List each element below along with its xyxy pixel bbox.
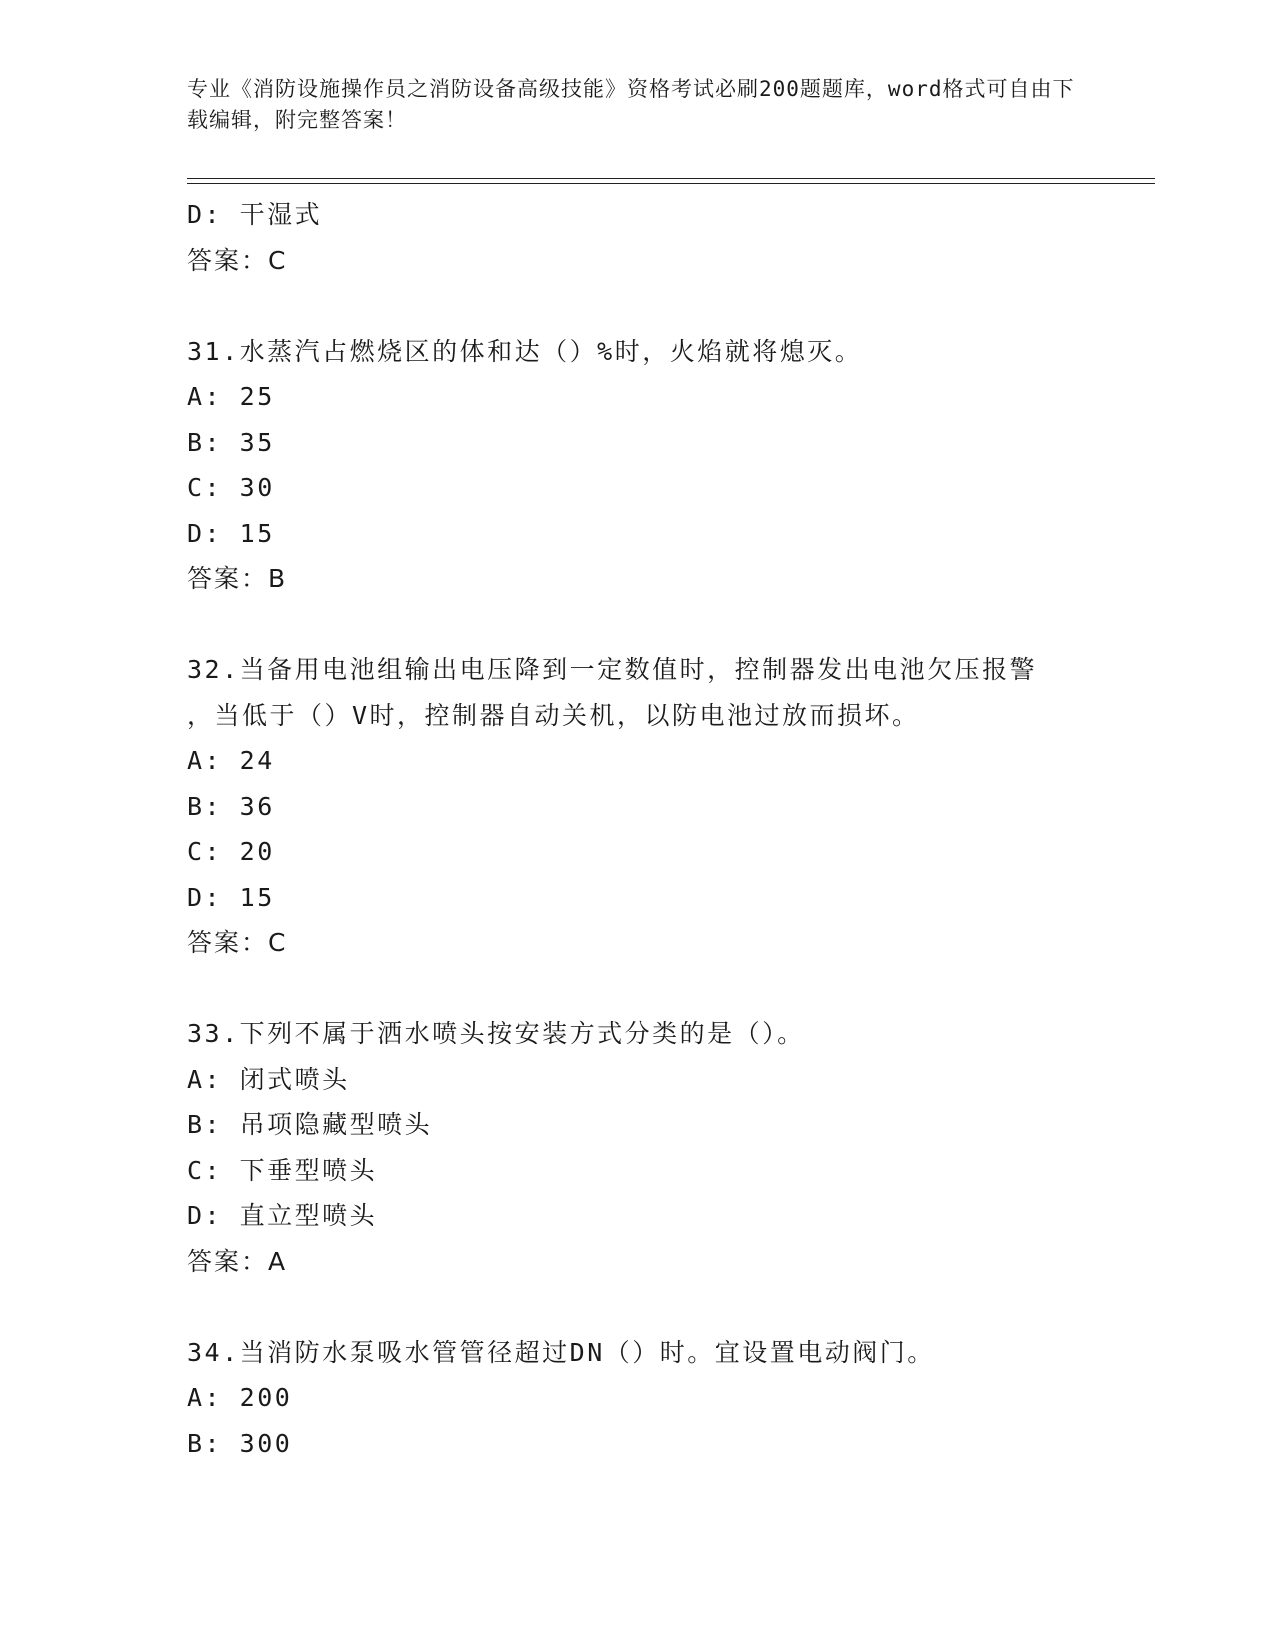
question-list [187, 192, 1107, 1466]
option-c: C: 下垂型喷头 [187, 1155, 378, 1185]
option-d: D: 直立型喷头 [187, 1201, 378, 1230]
option-b: B: 36 [187, 791, 275, 821]
spacer [187, 283, 1107, 329]
answer-line: 答案：C [187, 928, 288, 957]
option-b: B: 35 [187, 427, 275, 457]
option-b: B: 吊项隐藏型喷头 [187, 1110, 433, 1139]
question-34 [187, 1330, 1107, 1467]
question-stem: 34.当消防水泵吸水管管径超过DN（）时。宜设置电动阀门。 [187, 1337, 935, 1367]
spacer [187, 602, 1107, 648]
document-header: 专业《消防设施操作员之消防设备高级技能》资格考试必刷200题题库，word格式可自由下载编辑，附完整答案！ [187, 77, 1075, 132]
question-32 [187, 647, 1107, 966]
option-d: D: 干湿式 [187, 200, 323, 229]
question-stem-line-2: ，当低于（）V时，控制器自动关机，以防电池过放而损坏。 [187, 700, 920, 730]
header-divider [187, 178, 1155, 184]
question-stem-line-1: 32.当备用电池组输出电压降到一定数值时，控制器发出电池欠压报警 [187, 655, 1038, 684]
question-stem: 33.下列不属于洒水喷头按安装方式分类的是（）。 [187, 1019, 805, 1048]
option-c: C: 30 [187, 473, 275, 502]
answer-line: 答案：A [187, 1246, 288, 1276]
option-b: B: 300 [187, 1428, 293, 1458]
answer-line: 答案：C [187, 245, 288, 275]
spacer [187, 1284, 1107, 1330]
option-a: A: 25 [187, 382, 275, 411]
question-stem: 31.水蒸汽占燃烧区的体和达（）%时，火焰就将熄灭。 [187, 336, 863, 366]
question-31 [187, 329, 1107, 602]
answer-line: 答案：B [187, 564, 288, 593]
question-33 [187, 1011, 1107, 1284]
spacer [187, 966, 1107, 1012]
option-c: C: 20 [187, 837, 275, 866]
option-a: A: 闭式喷头 [187, 1064, 350, 1094]
option-d: D: 15 [187, 518, 275, 548]
option-a: A: 200 [187, 1383, 293, 1412]
option-a: A: 24 [187, 746, 275, 775]
option-d: D: 15 [187, 882, 275, 912]
